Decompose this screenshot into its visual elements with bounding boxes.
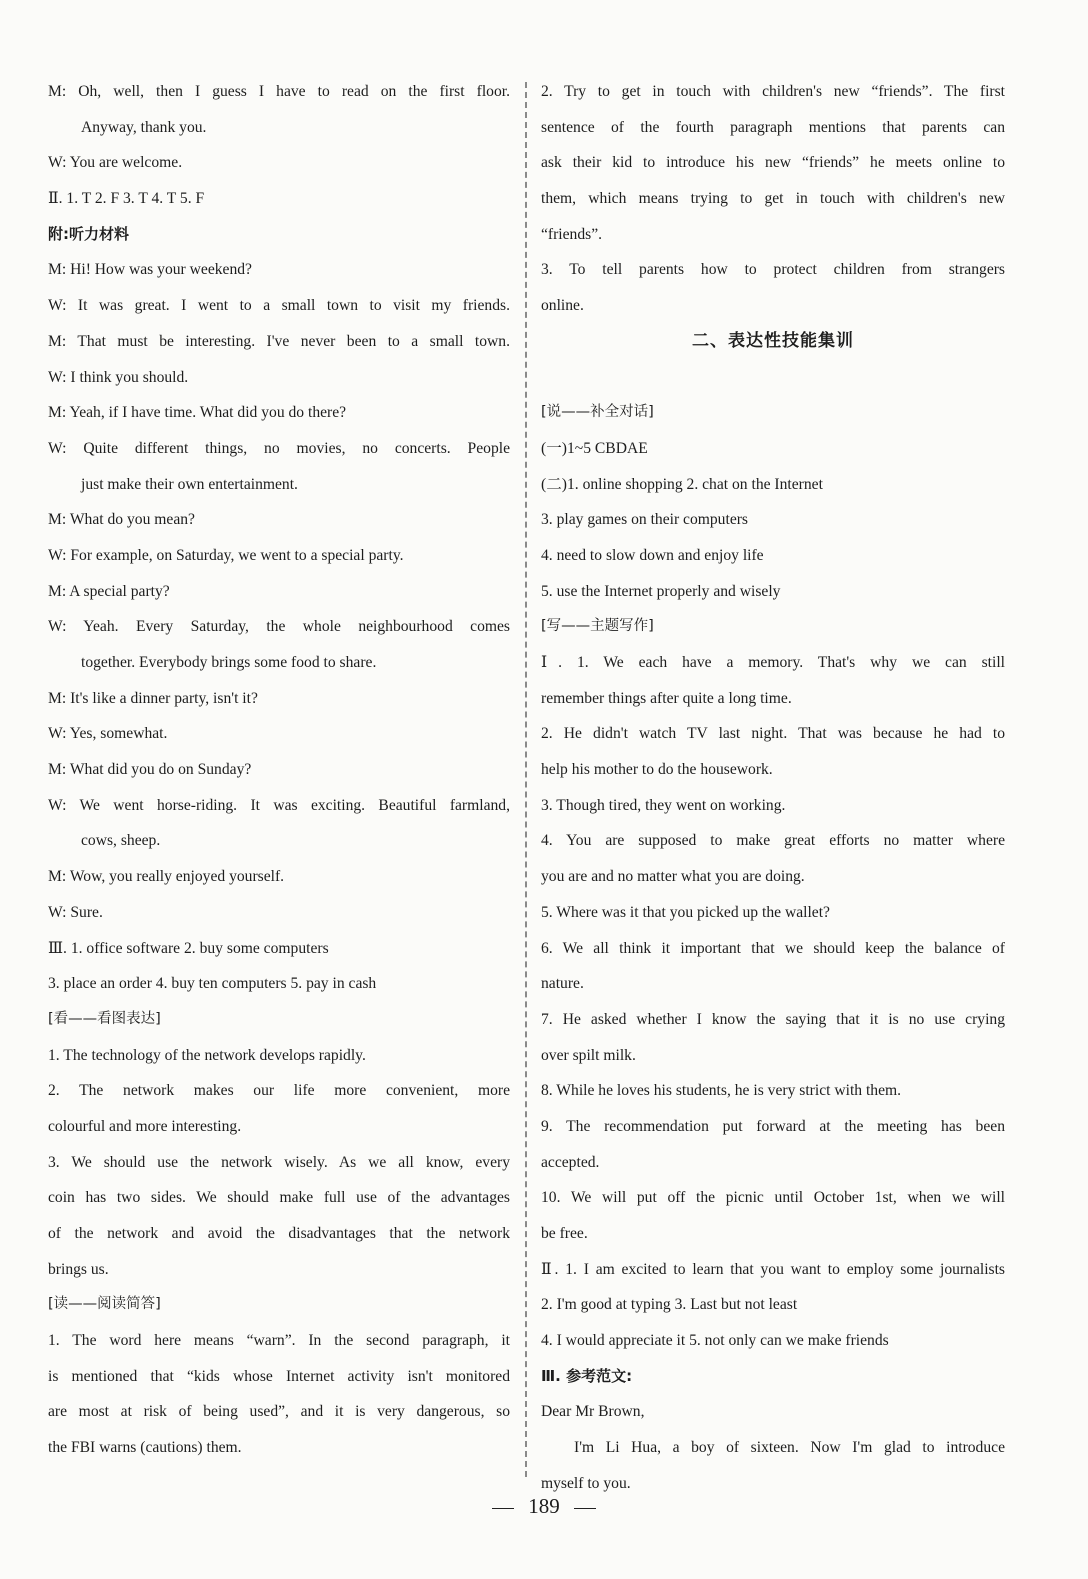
text-line: ask their kid to introduce his new “friends” he meets online to (541, 154, 1005, 172)
text-line: Ⅱ. 1. I am excited to learn that you want to employ some journalists (541, 1260, 1005, 1278)
text-line: 3. play games on their computers (541, 511, 748, 529)
text-line: Ⅲ. 参考范文: (541, 1366, 633, 1385)
text-line: 3. place an order 4. buy ten computers 5. pay in cash (48, 975, 377, 993)
text-line: [看——看图表达] (48, 1010, 161, 1027)
page-number-dash-right (574, 1508, 596, 1509)
text-line: of the network and avoid the disadvantages that the network (48, 1225, 510, 1242)
text-line: help his mother to do the housework. (541, 761, 773, 779)
text-line: Ⅱ. 1. T 2. F 3. T 4. T 5. F (48, 190, 205, 208)
text-line: Ⅲ. 1. office software 2. buy some computers (48, 939, 329, 957)
text-line: M: A special party? (48, 582, 170, 600)
text-line: 2. I'm good at typing 3. Last but not least (541, 1296, 798, 1314)
text-line: 2. Try to get in touch with children's new “friends”. The first (541, 83, 1005, 100)
text-line: colourful and more interesting. (48, 1117, 242, 1135)
text-line: 10. We will put off the picnic until October 1st, when we will (541, 1189, 1005, 1207)
text-line: Ⅰ. 1. We each have a memory. That's why we can still (541, 654, 1005, 671)
text-line: them, which means trying to get in touch with children's new (541, 190, 1005, 208)
text-line: W: I think you should. (48, 368, 189, 386)
text-line: 5. Where was it that you picked up the wallet? (541, 903, 830, 921)
text-line: be free. (541, 1225, 588, 1242)
text-line: W: Yes, somewhat. (48, 725, 168, 743)
text-line: Anyway, thank you. (81, 118, 207, 136)
text-line: you are and no matter what you are doing. (541, 868, 805, 886)
text-line: Dear Mr Brown, (541, 1403, 645, 1421)
text-line: 2. He didn't watch TV last night. That was because he had to (541, 725, 1005, 743)
page-number-dash-left (492, 1508, 514, 1509)
text-line: 二、表达性技能集训 (692, 330, 854, 351)
text-line: 5. use the Internet properly and wisely (541, 582, 781, 600)
text-line: M: Hi! How was your weekend? (48, 261, 252, 279)
text-line: is mentioned that “kids whose Internet activity isn't monitored (48, 1367, 510, 1385)
text-line: 1. The word here means “warn”. In the second paragraph, it (48, 1332, 510, 1350)
text-line: “friends”. (541, 225, 603, 243)
text-line (541, 360, 1005, 396)
text-line: together. Everybody brings some food to share. (81, 654, 377, 671)
text-line: 3. We should use the network wisely. As we all know, every (48, 1153, 510, 1171)
text-line: 7. He asked whether I know the saying that it is no use crying (541, 1010, 1005, 1028)
text-line: M: It's like a dinner party, isn't it? (48, 689, 258, 707)
text-line: 1. The technology of the network develops rapidly. (48, 1046, 366, 1064)
text-line: myself to you. (541, 1474, 631, 1492)
text-line: I'm Li Hua, a boy of sixteen. Now I'm glad to introduce (574, 1439, 1005, 1457)
text-line: nature. (541, 975, 584, 993)
text-line: (二)1. online shopping 2. chat on the Internet (541, 475, 823, 493)
text-line: W: For example, on Saturday, we went to a special party. (48, 546, 404, 564)
text-line: remember things after quite a long time. (541, 689, 792, 707)
text-line: brings us. (48, 1260, 109, 1278)
text-line: cows, sheep. (81, 832, 161, 850)
text-line: the FBI warns (cautions) them. (48, 1439, 242, 1457)
text-line: accepted. (541, 1153, 600, 1171)
left-column (48, 74, 510, 1466)
text-line: (一)1~5 CBDAE (541, 439, 648, 457)
text-line: 9. The recommendation put forward at the meeting has been (541, 1117, 1005, 1135)
page-number (0, 1494, 1088, 1519)
column-divider (525, 82, 527, 1477)
right-column (541, 74, 1005, 1502)
text-line: are most at risk of being used”, and it is very dangerous, so (48, 1403, 510, 1421)
text-line: 6. We all think it important that we should keep the balance of (541, 939, 1005, 957)
text-line: M: Yeah, if I have time. What did you do there? (48, 404, 347, 422)
text-line: over spilt milk. (541, 1046, 636, 1064)
text-line: M: Oh, well, then I guess I have to read on the first floor. (48, 83, 510, 100)
text-line: [写——主题写作] (541, 618, 654, 635)
text-line: M: What do you mean? (48, 511, 195, 529)
text-line: 4. You are supposed to make great efforts no matter where (541, 832, 1005, 850)
text-line: 3. To tell parents how to protect children from strangers (541, 261, 1005, 279)
text-line: W: Sure. (48, 903, 103, 921)
text-line: online. (541, 297, 584, 315)
text-line: W: Quite different things, no movies, no concerts. People (48, 439, 510, 457)
text-line: W: You are welcome. (48, 154, 183, 172)
text-line: 8. While he loves his students, he is very strict with them. (541, 1082, 902, 1100)
text-line: 2. The network makes our life more convenient, more (48, 1082, 510, 1100)
text-line: 3. Though tired, they went on working. (541, 796, 786, 814)
text-line: M: Wow, you really enjoyed yourself. (48, 868, 285, 886)
text-line: [读——阅读简答] (48, 1296, 161, 1313)
text-line: W: Yeah. Every Saturday, the whole neighbourhood comes (48, 618, 510, 636)
text-line: [说——补全对话] (541, 404, 654, 421)
text-line: just make their own entertainment. (81, 475, 298, 493)
text-line: sentence of the fourth paragraph mentions that parents can (541, 118, 1005, 136)
text-line: coin has two sides. We should make full use of the advantages (48, 1189, 510, 1207)
page-number-text: 189 (528, 1494, 560, 1518)
text-line: W: We went horse-riding. It was exciting. Beautiful farmland, (48, 796, 510, 814)
text-line: M: What did you do on Sunday? (48, 761, 252, 779)
text-line: 附:听力材料 (48, 224, 129, 243)
text-line: M: That must be interesting. I've never been to a small town. (48, 332, 510, 350)
text-line: W: It was great. I went to a small town to visit my friends. (48, 297, 510, 315)
text-line: 4. need to slow down and enjoy life (541, 546, 764, 564)
text-line: 4. I would appreciate it 5. not only can we make friends (541, 1332, 889, 1350)
